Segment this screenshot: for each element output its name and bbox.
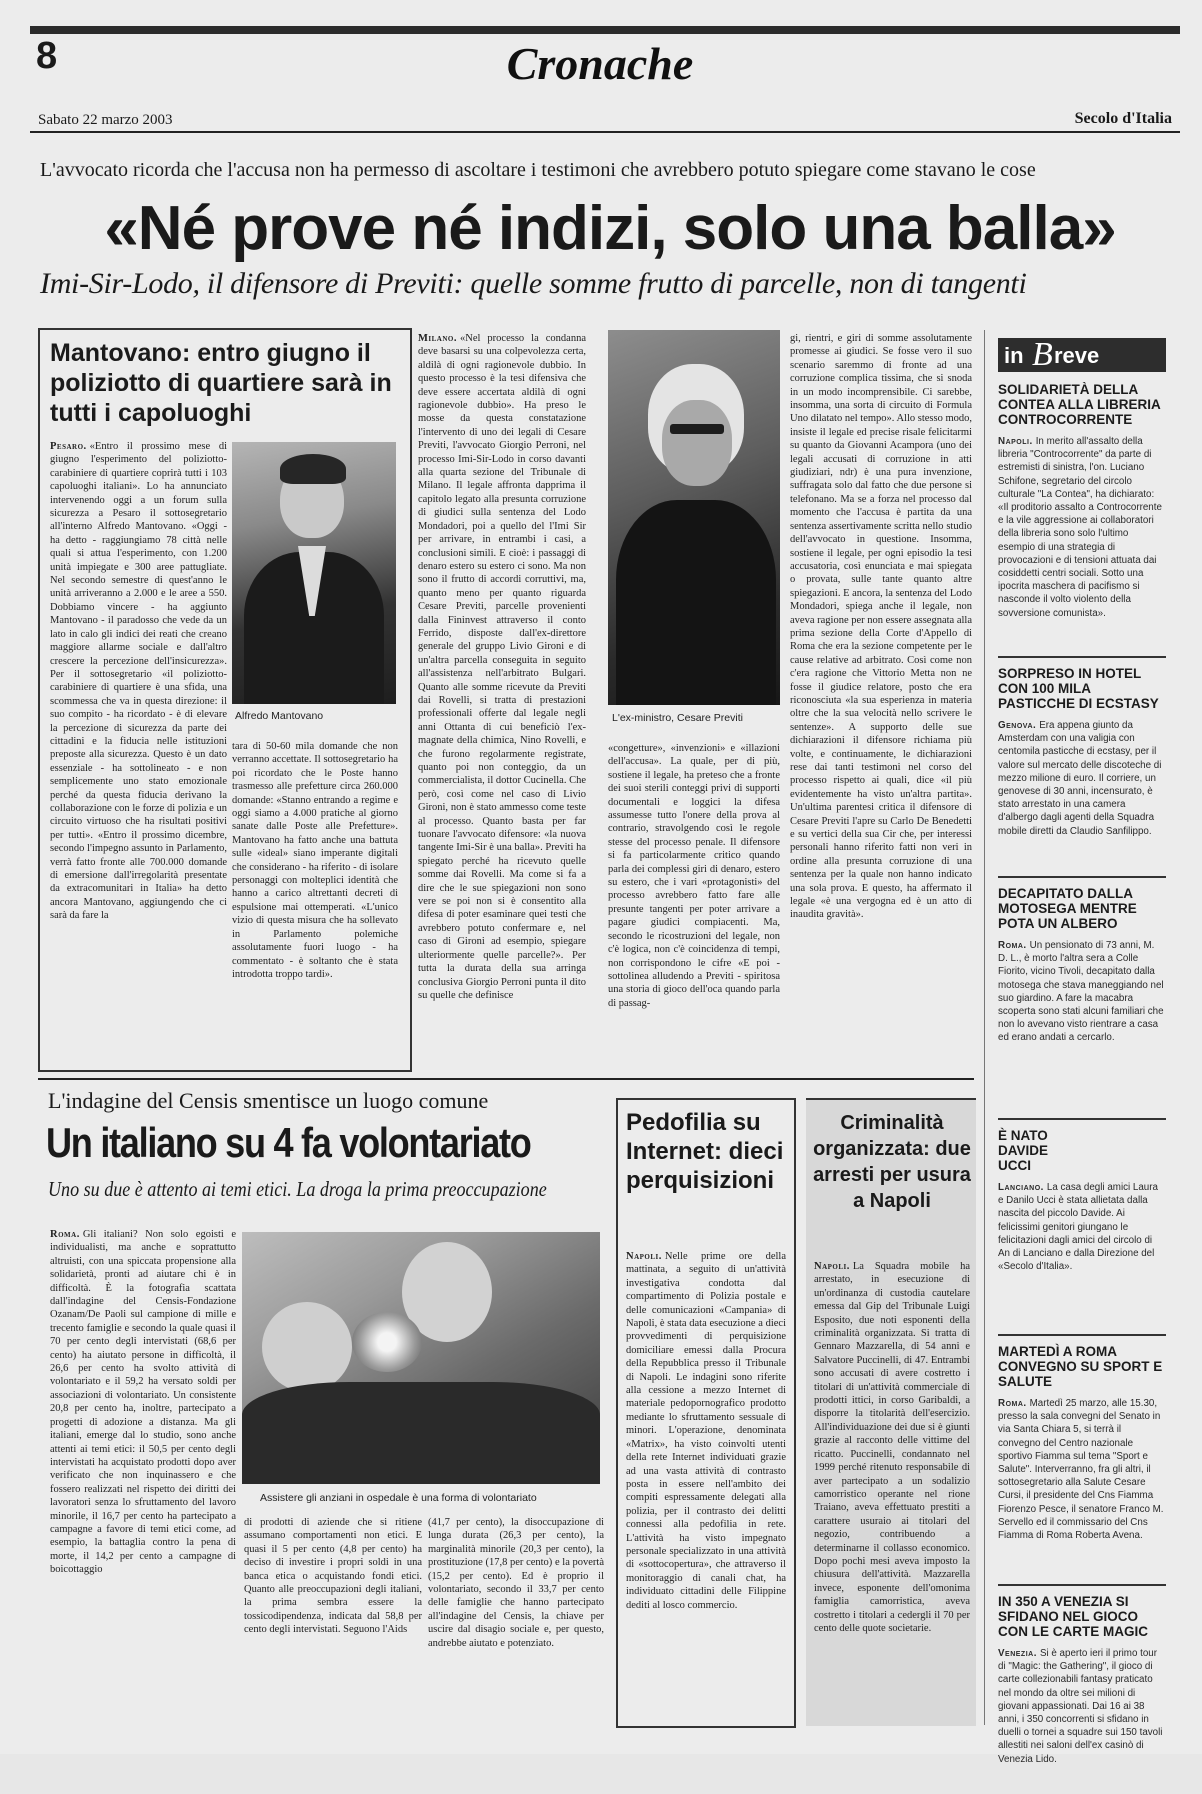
newspaper-name: Secolo d'Italia <box>1074 110 1172 127</box>
pedofilia-dateline: Napoli. <box>626 1251 662 1262</box>
censis-col-1 <box>50 1228 236 1716</box>
brief-text: Martedì 25 marzo, alle 15.30, presso la sala convegni del Senato in via Santa Chiara 5, si terrà il convegno del Centro nazionale sportivo Fiamma sul tema "Sport e Salute". Interverranno, fra gli altri, il sottosegretario alla Salute Cesare Cursi, il presidente del Cns Fiamma Fiorenzo Pesce, il senatore Franco M. Servello ed il commissario del Cns Fiamma di Roma Roberta Avena. <box>998 1398 1164 1542</box>
brief-headline: IN 350 A VENEZIA SI SFIDANO NEL GIOCO CON LE CARTE MAGIC <box>998 1594 1148 1639</box>
brief-dateline: Napoli. <box>998 436 1033 447</box>
censis-col-2 <box>244 1516 422 1716</box>
pedofilia-body: Nelle prime ore della mattinata, a seguito di un'attività investigativa condotta dal compartimento di Polizia postale e delle comunicazioni «Campania» di Napoli, è stata data esecuzione a dieci provvedimenti di perquisizione domiciliare emessi dalla Procura della Repubblica presso il Tribunale di Napoli. Le indagini sono riferite alla cessione a mezzo Internet di materiale pedopornografico prodotto mediante lo sfruttamento sessuale di minori. L'operazione, denominata «Matrix», ha visto coinvolti utenti della rete Internet individuati grazie ad una vasta attività di contrasto posta in essere nell'ambito dei compiti espressamente delegati alla polizia, per il contrasto dei delitti connessi alla pedofilia in rete. L'attività ha visto impegnato personale specializzato in una attività di «sottocopertura», che attraverso il monitoraggio di canali chat, ha individuato cittadini delle Filippine dediti al losco commercio. <box>626 1251 786 1611</box>
brief-item <box>998 1118 1166 1334</box>
lead-col-3 <box>790 332 972 1070</box>
brief-headline: MARTEDÌ A ROMA CONVEGNO SU SPORT E SALUTE <box>998 1344 1163 1389</box>
pedofilia-text <box>626 1250 786 1718</box>
brief-text: In merito all'assalto della libreria "Controcorrente" da parte di estremisti di sinistra, l'on. Luciano Schifone, segretario del circolo culturale "La Contea", ha dichiarato: «Il proditorio assalto a Controcorrente e la vile aggressione ai collaboratori della libreria sono solo l'ultimo esempio di una strategia di provocazioni e di tensioni attuata dai cosiddetti centri sociali. Sotto una ipocrita maschera di pacifismo si nasconde il volto violento della sovversione comunista». <box>998 436 1162 619</box>
flower-bouquet-icon <box>352 1312 422 1372</box>
brief-dateline: Lanciano. <box>998 1182 1044 1193</box>
previti-photo <box>608 330 780 705</box>
brief-item <box>998 1334 1166 1584</box>
mantovano-photo-caption: Alfredo Mantovano <box>235 710 324 722</box>
lead-subheadline: Imi-Sir-Lodo, il difensore di Previti: quelle somme frutto di parcelle, non di tangenti <box>40 267 1027 300</box>
inbreve-header <box>998 338 1166 372</box>
top-rule <box>30 26 1180 34</box>
brief-item <box>998 656 1166 876</box>
masthead-rule <box>30 131 1180 133</box>
brief-text: Un pensionato di 73 anni, M. D. L., è morto l'altra sera a Colle Fiorito, vicino Tivoli, decapitato dalla motosega che stava maneggiando nel suo giardino. A fare la macabra scoperta sono stati alcuni familiari che non lo avevano visto rientrare a casa ed erano andati a cercarlo. <box>998 940 1164 1044</box>
mantovano-text-1: «Entro il prossimo mese di giugno l'esperimento del poliziotto-carabiniere di quartiere coprirà tutti i 103 capoluoghi italiani». Lo ha annunciato intervenendo oggi a un forum sulla sicurezza a Pesaro il sottosegretario all'interno Alfredo Mantovano. «Oggi - ha detto - raggiungiamo 78 città nelle quali si attua l'esperimento, con 1.200 unità impiegate e 300 aree pattugliate. Nel secondo semestre di quest'anno le unità arriveranno a 2.000 e le aree a 550. Dobbiamo vincere - ha aggiunto Mantovano - il paradosso che vede da un lato in calo gli indici dei reati che creano maggiore allarme sociale e dall'altro crescere la percezione dell'insicurezza». Per il sottosegretario «il poliziotto-carabiniere di quartiere è una sfida, una scommessa che va in questa direzione: il suo compito - ha ricordato - è di elevare la percezione di sicurezza da parte dei cittadini e la fiducia nelle istituzioni preposte alla sicurezza. Questo è un dato essenziale - ha sottolineato - e non semplicemente uno stato emozionale perché da questa fiducia derivano la collaborazione con le forze di polizia e un circuito virtuoso che ha risultati positivi per tutti». «Entro il prossimo dicembre, secondo l'impegno assunto in Parlamento, verrà fatto fronte alle 700.000 domande di emersione dall'irregolarità presentate da extracomunitari in Italia» ha detto ancora Mantovano, aggiungendo che ci sarà da fare la <box>50 441 227 922</box>
censis-col-3 <box>428 1516 604 1716</box>
volunteer-photo-caption: Assistere gli anziani in ospedale è una forma di volontariato <box>260 1492 537 1504</box>
mantovano-text-2: tara di 50-60 mila domande che non verranno accettate. Il sottosegretario ha poi ricordato che le Poste hanno trasmesso alle prefetture circa 260.000 domande: «Stanno entrando a regime e oggi siamo a 4.000 pratiche al giorno sanate dalle Poste alle Prefetture». Mantovano ha fatto anche una battuta sulle «ideal» siano imperante digitali che considerano - ha riferito - di isolare personaggi con molteplici identità che hanno a carico altrettanti decreti di espulsione mai ottemperati. «L'unico vizio di questa misura che ha sollevato in Parlamento polemiche assolutamente fuori luogo - ha commentato - è soltanto che è stata introdotta troppo tardi». <box>232 741 398 980</box>
inbreve-list <box>998 382 1166 1794</box>
previti-photo-caption: L'ex-ministro, Cesare Previti <box>612 712 743 724</box>
mantovano-headline: Mantovano: entro giugno il poliziotto di quartiere sarà in tutti i capoluoghi <box>50 339 392 427</box>
lead-text-1: «Nel processo la condanna deve basarsi su una colpevolezza certa, aldilà di ogni ragionevole dubbio. In questo processo è la tesi difensiva che deve essere accertata aldilà di ogni ragionevole dubbio». Ha preso le mosse da questa constatazione l'intervento di uno dei legali di Cesare Previti, l'avvocato Giorgio Perroni, nel processo Imi-Sir-Lodo in corso davanti alla quarta sezione del Tribunale di Milano. Il legale affronta dapprima il capitolo legato alla presunta corruzione di giudici sulla sentenza del Lodo Mondadori, poi a quello del l'Imi Sir per arrivare, in entrambi i casi, a conclusioni simili. E cioè: i passaggi di denaro estero su estero ci sono. Ma non sono il frutto di accordi corruttivi, ma, quanto meno per quanto riguarda Cesare Previti, parcelle provenienti dalla Fininvest attraverso il conto Ferrido, disposte dall'ex-direttore generale del gruppo Livio Gironi e di un'altra parcella conseguita in seguito all'assistenza nell'arbitrato Bulgari. Quanto alle somme ricevute da Previti dai Rovelli, si tratta di prestazioni professionali offerte dal legale negli anni Ottanta di cui beneficiò l'ex-magnate della chimica, Nino Rovelli, e che furono regolarmente registrate, quanto poi non conteggio, da un commercialista, il dottor Cucinella. Che però, così come nel caso di Livio Gironi, non è stato ammesso come teste al processo. Quanto basta per far tuonare l'avvocato difensore: «la nuova tangente Imi-Sir è una balla». Previti ha spiegato perché ha ricevuto quelle somme dai Rovelli. Ma come si fa a dire che le sue spiegazioni non sono vere se poi non si è consentito alla difesa di poter esaminare quei testi che avrebbero potuto confermare e, nel caso di Gironi ad esempio, spiegare ulteriormente quelle parcelle?». Per tutta la durata della sua arringa conclusiva Giorgio Perroni punta il dito su quelle che definisce <box>418 333 586 1001</box>
brief-headline: DECAPITATO DALLA MOTOSEGA MENTRE POTA UN ALBERO <box>998 886 1137 931</box>
previti-coat-icon <box>616 500 776 705</box>
inbreve-in: in <box>1004 343 1024 368</box>
lead-text-2: «congetture», «invenzioni» e «illazioni dell'accusa». La quale, per di più, sostiene il legale, ha preteso che a fronte dei suoi sterili conteggi privi di supporti documentali e loggici la difesa assumesse tutto l'onere della prova al contrario, stravolgendo così le regole stesse del processo penale. Il difensore si fa particolarmente critico quando parla dei complessi giri di denaro, estero su estero, che i vari «protagonisti» del processo avrebbero fatto fare alle presunte tangenti per poter arrivare a pagare giudici compiacenti. Ma, secondo le ricostruzioni del legale, non c'è logica, non c'è coincidenza di tempi, non corrispondono le cifre «E poi - sottolinea alludendo a Previti - spiritosa una storia di gioco dell'oca quando parla di passag- <box>608 743 780 1009</box>
mantovano-col-1 <box>50 440 227 1060</box>
section-title: Cronache <box>506 38 694 89</box>
sidebar-divider <box>984 330 985 1725</box>
brief-headline: SOLIDARIETÀ DELLA CONTEA ALLA LIBRERIA CONTROCORRENTE <box>998 382 1161 427</box>
censis-text-3: (41,7 per cento), la disoccupazione di lunga durata (26,3 per cento), la marginalità minorile (20,3 per cento), la prostituzione (17,8 per cento) e la povertà (15,2 per cento). Ed è proprio il volontariato, secondo il 33,7 per cento delle famiglie che hanno partecipato all'indagine del Censis, la chiave per uscire dal disagio sociale e, per questo, andrebbe aiutato e potenziato. <box>428 1517 604 1649</box>
censis-headline: Un italiano su 4 fa volontariato <box>46 1119 531 1166</box>
brief-dateline: Roma. <box>998 940 1027 951</box>
page-number: 8 <box>36 35 58 77</box>
lead-headline: «Né prove né indizi, solo una balla» <box>104 194 1116 263</box>
portrait-hair-icon <box>280 454 346 484</box>
brief-text: La casa degli amici Laura e Danilo Ucci è stata allietata dalla nascita del piccolo Davide. Ai felicissimi genitori giungano le felicitazioni dagli amici del circolo di An di Lanciano e dalla Direzione del «Secolo d'Italia». <box>998 1182 1158 1273</box>
brief-text: Era appena giunto da Amsterdam con una valigia con centomila pasticche di ecstasy, per il valore sul mercato delle discoteche di mezzo milione di euro. Il corriere, un genovese di 30 anni, incensurato, è stato arrestato in una camera d'albergo dagli agenti della Squadra mobile diretti da Claudio Sanfilippo. <box>998 720 1162 837</box>
criminalita-dateline: Napoli. <box>814 1261 850 1272</box>
criminalita-headline: Criminalità organizzata: due arresti per usura a Napoli <box>813 1112 971 1212</box>
brief-text: Si è aperto ieri il primo tour di "Magic: the Gathering", il gioco di carte collezionabili fantasy praticato nel mondo da oltre sei milioni di giovani appassionati. Dai 16 ai 38 anni, i 350 concorrenti si sfidano in duelli o tornei a squadre sui 150 tavoli allestiti nei saloni dell'ex casinò di Venezia Lido. <box>998 1648 1163 1765</box>
censis-text-2: di prodotti di aziende che si ritiene assumano comportamenti non etici. E quasi il 5 per cento (4,8 per cento) ha deciso di investire i propri soldi in una banca etica o acquistando fondi etici. Quanto alle preoccupazioni degli italiani, la prima sembra essere la tossicodipendenza, indicata dal 58,8 per cento degli intervistati. Seguono l'Aids <box>244 1517 422 1636</box>
lead-col-1 <box>418 332 586 1070</box>
brief-headline: SORPRESO IN HOTEL CON 100 MILA PASTICCHE DI ECSTASY <box>998 666 1159 711</box>
lead-text-3: gi, rientri, e giri di somme assolutamente promesse ai giudici. Se fosse vero il suo scenario saremmo di fronte ad una corruzione complica tissima, che si snoda in un modo incomprensibile. Ci sarebbe, insomma, una sorta di circuito di Formula Uno dilatato nel tempo». Allo stesso modo, insiste il legale ed precise risale felicitarmi su quanto da Giovanni Acampora (uno dei legali accusati di corruzione in atti giudiziari, ndr) è una pura invenzione, suffragata solo dal fatto che due persone si telefonano. Ma se a forza nel processo dal momento che l'accusa è partita da una sentenza assertivamente scritta nello studio dell'avvocato in questione. Insomma, sostiene il legale, per ogni episodio la tesi accusatoria, così enunciata e mai spiegata o provata, sulle tante quanto altre spiegazioni. E ancora, la sentenza del Lodo Mondadori, spiega anche il legale, non aveva ragione per non essere assegnata alla prima sezione della Corte d'Appello di Roma che era la sezione competente per le cause relative ad arbitrato. Così come non c'era ragione che Vittorio Metta non ne fosse il giudice relatore, posto che era riconosciuta «la sua esperienza in materia oltre che la sua velocità nello scrivere le sentenze». A supporto delle sue dichiarazioni il difensore richiama più volte, e continuamente, le dichiarazioni rese dai tanti testimoni nel corso del processo rispetto ai quali, dice «il più evidentemente ha visto un'altra partita». Un'ultima parentesi critica il difensore di Cesare Previti l'apre su Carlo De Benedetti e su vertici della sua Cir che, per interessi personali hanno riferito fatti non veri in ordine alla presunta corruzione di una sentenza per la quale non hanno indicato una sola prova. E questo, ha affermato il legale «è una vergogna ed è un atto di inaudita gravità». <box>790 333 972 921</box>
brief-dateline: Genova. <box>998 720 1037 731</box>
lead-col-2 <box>608 742 780 1070</box>
issue-date: Sabato 22 marzo 2003 <box>38 112 173 128</box>
brief-dateline: Venezia. <box>998 1648 1037 1659</box>
brief-item <box>998 876 1166 1118</box>
mantovano-dateline: Pesaro. <box>50 441 87 452</box>
lead-kicker: L'avvocato ricorda che l'accusa non ha permesso di ascoltare i testimoni che avrebbero potuto spiegare come stavano le cose <box>40 159 1036 181</box>
censis-text-1: Gli italiani? Non solo egoisti e individualisti, ma anche e soprattutto altruisti, con una spiccata propensione alla solidarietà, pronti ad aiutare chi è in difficoltà. È la fotografia scattata dall'indagine del Censis-Fondazione Ozanam/De Paoli sul campione di mille e trecento famiglie e secondo la quale quasi il 70 per cento degli intervistati (68,6 per cento) ha aiutato persone in difficoltà, il 26,6 per cento ha svolto attività di volontariato e il 59,2 ha versato soldi per associazioni di volontariato. Un consistente 20,8 per cento ha, inoltre, partecipato a progetti di adozione a distanza. Ma gli italiani, emerge dal lo studio, sono anche attenti ai temi etici: il 50,5 per cento degli intervistati ha acquistato prodotti dopo aver verificato che non inquinassero e che fossero realizzati nel rispetto dei diritti dei lavoratori senza lo sfruttamento del lavoro minorile, il 16,7 per cento ha partecipato a campagne a favore di temi etici come, ad esempio, la battaglia contro la pena di morte, il 14,2 per cento a campagne di boicottaggio <box>50 1229 236 1576</box>
brief-dateline: Roma. <box>998 1398 1027 1409</box>
previti-face-icon <box>662 400 732 486</box>
volunteer-photo <box>242 1232 600 1484</box>
brief-headline: È NATO DAVIDE UCCI <box>998 1128 1049 1173</box>
brief-item <box>998 382 1166 656</box>
pedofilia-headline: Pedofilia su Internet: dieci perquisizioni <box>626 1109 784 1194</box>
lead-dateline: Milano. <box>418 333 457 344</box>
elderly-head-icon <box>262 1302 352 1392</box>
censis-subheadline: Uno su due è attento ai temi etici. La droga la prima preoccupazione <box>48 1177 547 1201</box>
inbreve-reve: reve <box>1054 343 1100 368</box>
mantovano-photo <box>232 442 396 704</box>
glasses-icon <box>670 424 724 434</box>
mantovano-col-2 <box>232 740 398 1062</box>
inbreve-b: B <box>1032 336 1053 373</box>
brief-item <box>998 1584 1166 1794</box>
lower-section-rule <box>38 1078 974 1080</box>
censis-kicker: L'indagine del Censis smentisce un luogo comune <box>48 1088 489 1113</box>
photo-foreground-icon <box>242 1382 600 1484</box>
criminalita-body: La Squadra mobile ha arrestato, in esecuzione di un'ordinanza di custodia cautelare emessa dal Gip del Tribunale Luigi Esposito, due noti esponenti della criminalità organizzata. Si tratta di Gennaro Mazzarella, di 54 anni e Salvatore Puccinelli, di 47. Entrambi sono accusati di avere costretto i titolari di un'attività commerciale di prodotti ittici, in corso Garibaldi, a disporre la titolarità dell'esercizio. All'individuazione dei due si è giunti grazie al racconto delle vittime del ricatto. Puccinelli, condannato nel 1999 perché ritenuto responsabile di aver partecipato a un sodalizio camorristico operante nel rione Traiano, aveva effettuato prestiti a carattere usuraio ai titolari del negozio, contribuendo a determinarne il collasso economico. Dopo pochi mesi aveva imposto la chiusura dell'attività. Mazzarella invece, esponente dell'omonima famiglia camorristica, aveva costretto i titolari a cedergli il 70 per cento delle quote societarie. <box>814 1261 970 1634</box>
criminalita-text <box>814 1260 970 1718</box>
censis-dateline: Roma. <box>50 1229 80 1240</box>
